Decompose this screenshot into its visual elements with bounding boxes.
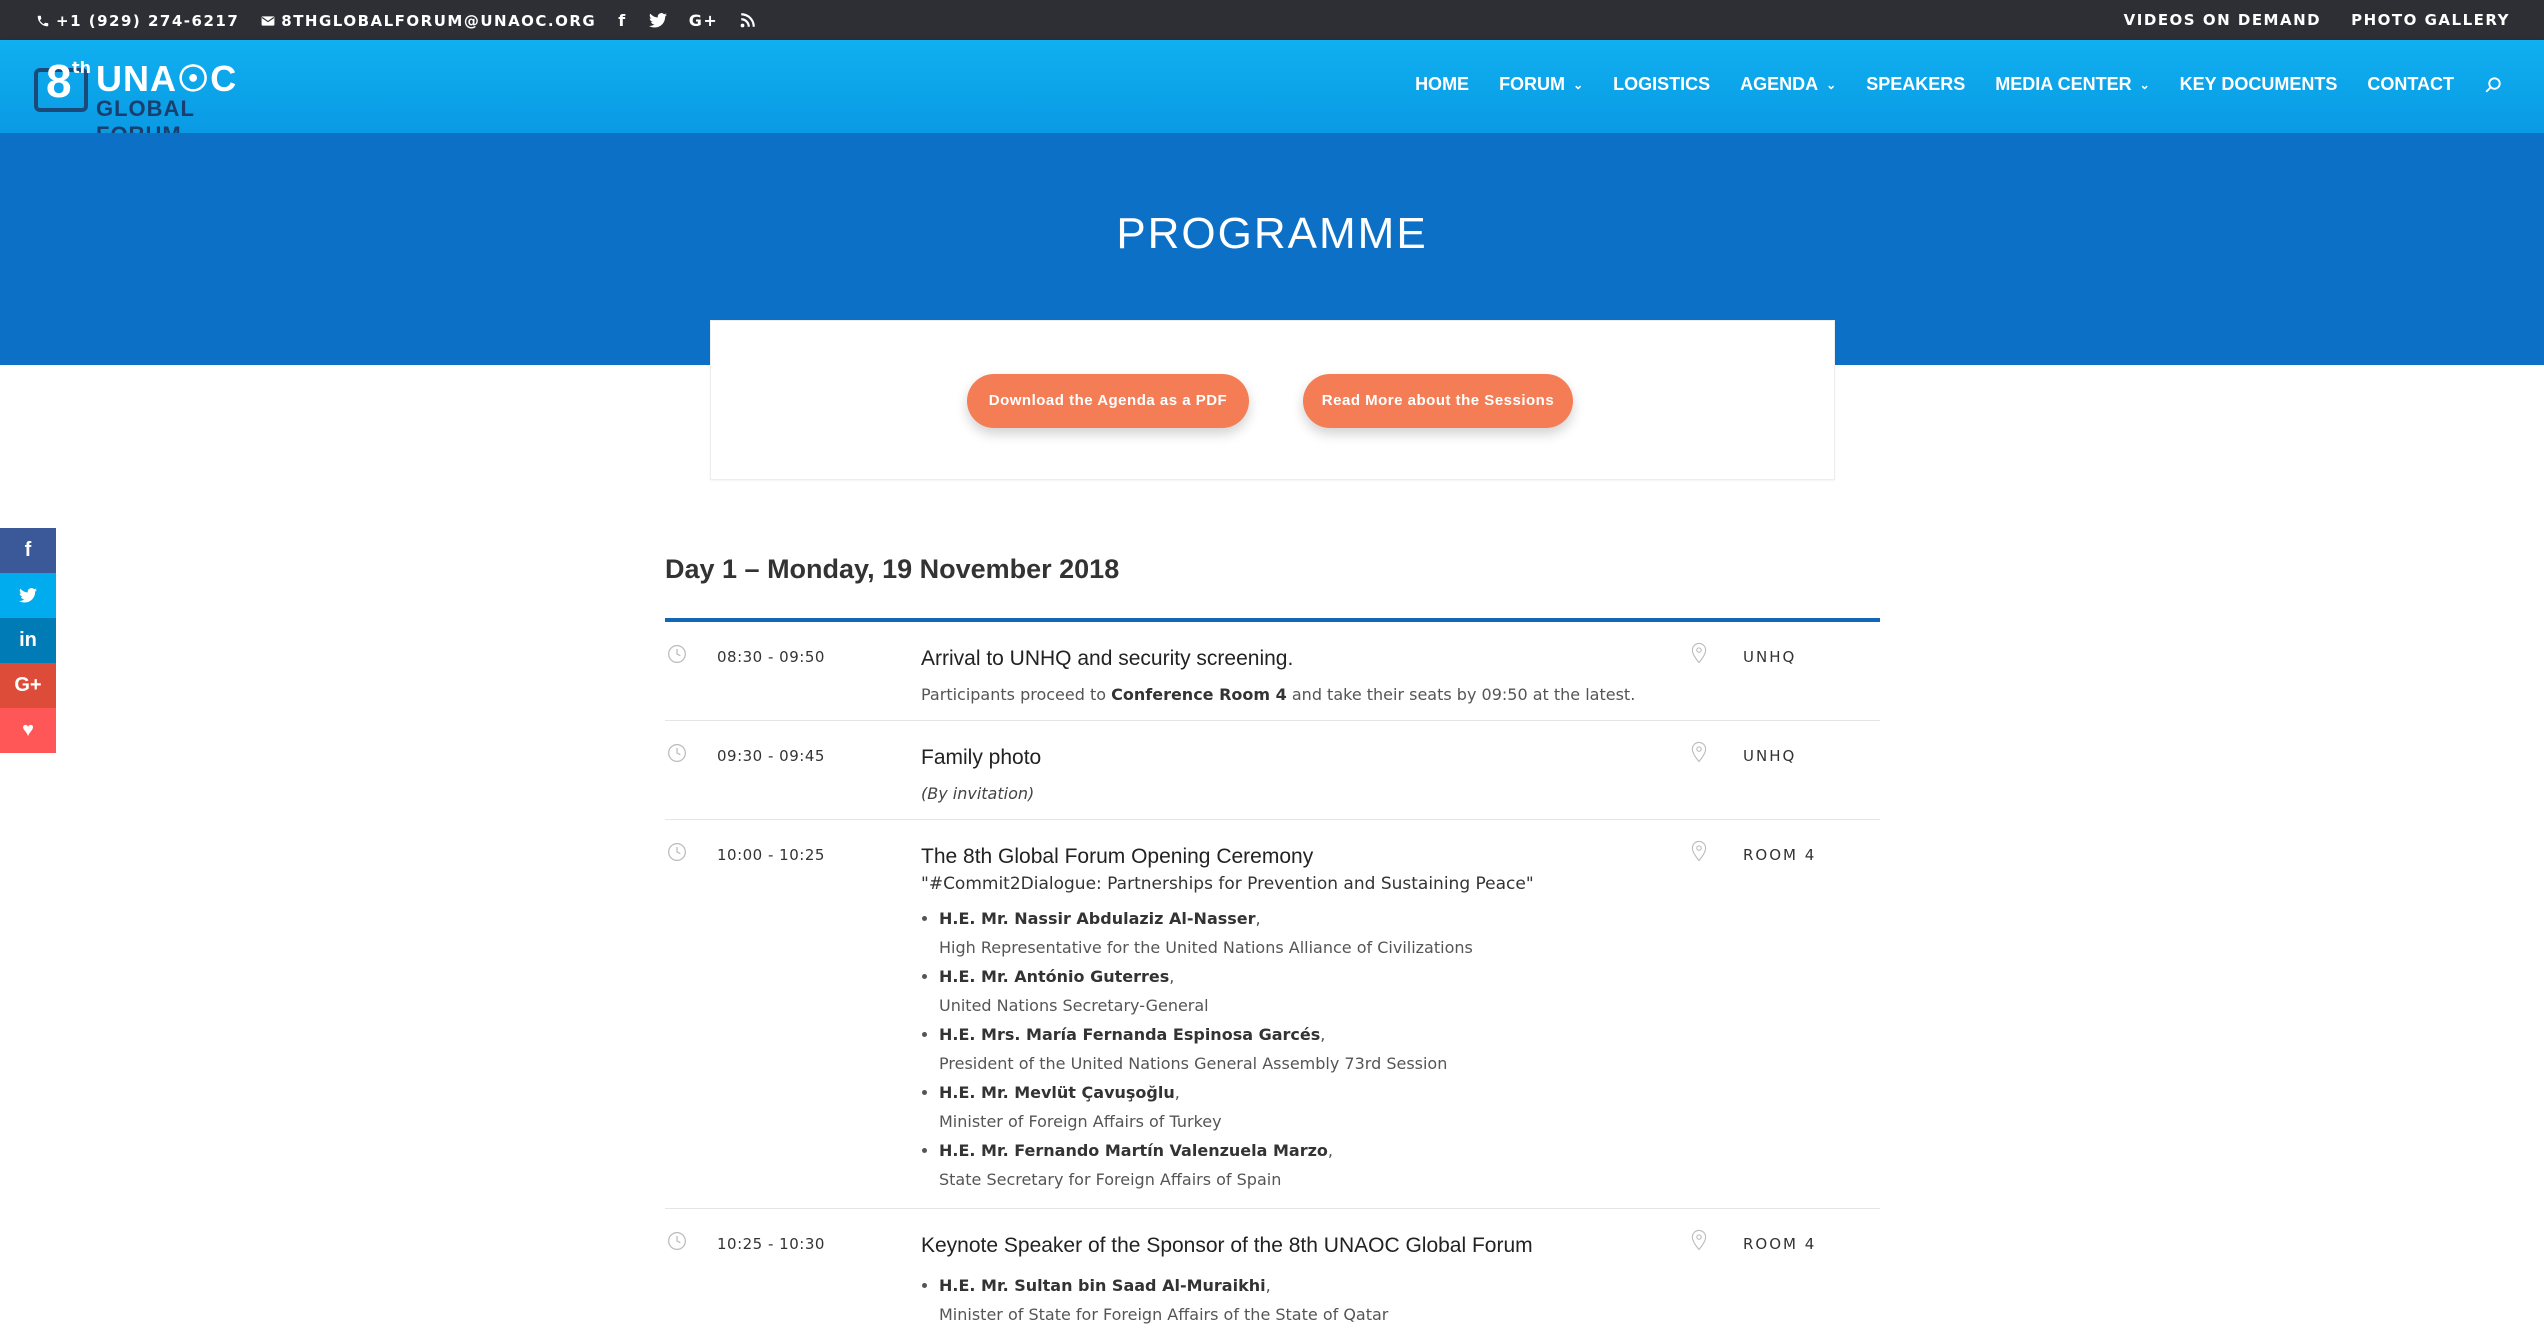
note-italic: (By invitation) xyxy=(921,784,1035,803)
videos-on-demand-link[interactable]: VIDEOS ON DEMAND xyxy=(2123,11,2322,29)
email-link[interactable] xyxy=(261,12,596,30)
social-share-sidebar xyxy=(0,528,56,753)
session-row xyxy=(665,820,1880,1209)
note-text: Participants proceed to xyxy=(921,685,1112,704)
day-heading: Day 1 – Monday, 19 November 2018 xyxy=(665,554,1120,584)
clock-icon xyxy=(667,1231,687,1251)
download-agenda-pdf-button[interactable]: Download the Agenda as a PDF xyxy=(967,374,1249,428)
facebook-icon: f xyxy=(24,539,32,561)
site-logo[interactable] xyxy=(34,54,264,120)
nav-contact[interactable] xyxy=(2367,74,2454,95)
logo-subtitle: GLOBAL xyxy=(96,96,195,121)
speaker-name: H.E. Mr. António Guterres xyxy=(939,967,1170,986)
session-body xyxy=(921,721,1661,819)
nav-key-documents-label: KEY DOCUMENTS xyxy=(2179,74,2338,94)
session-row xyxy=(665,622,1880,721)
read-more-sessions-button[interactable]: Read More about the Sessions xyxy=(1303,374,1573,428)
nav-agenda[interactable] xyxy=(1740,74,1836,95)
nav-speakers-label: SPEAKERS xyxy=(1866,74,1966,94)
top-bar-contacts xyxy=(36,11,777,30)
main-header xyxy=(0,40,2544,133)
search-button[interactable] xyxy=(2484,76,2502,94)
linkedin-icon: in xyxy=(19,629,37,651)
session-location: UNHQ xyxy=(1743,648,1797,666)
session-title: Arrival to UNHQ and security screening. xyxy=(921,647,1294,670)
logo-number: 8 xyxy=(46,55,72,107)
share-facebook-button[interactable] xyxy=(0,528,56,573)
top-bar-links xyxy=(2094,11,2510,29)
share-twitter-button[interactable] xyxy=(0,573,56,618)
cta-box xyxy=(710,320,1835,480)
phone-link[interactable] xyxy=(36,12,239,30)
search-icon xyxy=(2484,76,2502,94)
speaker-role: United Nations Secretary-General xyxy=(939,996,1209,1015)
logo-ordinal: th xyxy=(72,58,92,77)
session-body xyxy=(921,820,1661,1208)
speaker-role: Minister of Foreign Affairs of Turkey xyxy=(939,1112,1222,1131)
speaker-item: • H.E. Mr. Fernando Martín Valenzuela Marzo, State Secretary for Foreign Affairs of Spain xyxy=(939,1136,1661,1194)
main-nav xyxy=(1385,74,2502,95)
speaker-item: • H.E. Mrs. María Fernanda Espinosa Garcés, President of the United Nations General Assembly 73rd Session xyxy=(939,1020,1661,1078)
nav-contact-label: CONTACT xyxy=(2367,74,2454,94)
speaker-name: H.E. Mr. Nassir Abdulaziz Al-Nasser xyxy=(939,909,1256,928)
session-location: ROOM 4 xyxy=(1743,1235,1817,1253)
twitter-icon xyxy=(19,588,37,603)
session-subtitle: "#Commit2Dialogue: Partnerships for Prevention and Sustaining Peace" xyxy=(921,874,1534,894)
chevron-down-icon: ⌄ xyxy=(1573,77,1584,92)
speaker-name: H.E. Mr. Mevlüt Çavuşoğlu xyxy=(939,1083,1175,1102)
speaker-name: H.E. Mr. Fernando Martín Valenzuela Marzo xyxy=(939,1141,1328,1160)
clock-icon xyxy=(667,644,687,664)
session-title: Family photo xyxy=(921,746,1042,769)
photo-gallery-link[interactable]: PHOTO GALLERY xyxy=(2351,11,2510,29)
session-time: 10:00 - 10:25 xyxy=(717,846,825,864)
session-title: Keynote Speaker of the Sponsor of the 8th UNAOC Global Forum xyxy=(921,1234,1533,1257)
heart-icon: ♥ xyxy=(22,719,34,741)
session-time: 08:30 - 09:50 xyxy=(717,648,825,666)
speaker-item: • H.E. Mr. Mevlüt Çavuşoğlu, Minister of Foreign Affairs of Turkey xyxy=(939,1078,1661,1136)
nav-agenda-label: AGENDA xyxy=(1740,74,1819,94)
nav-home[interactable] xyxy=(1415,74,1469,95)
nav-logistics[interactable] xyxy=(1613,74,1710,95)
chevron-down-icon: ⌄ xyxy=(2139,77,2150,92)
programme-content xyxy=(665,540,1880,1343)
google-plus-icon: G+ xyxy=(14,674,42,696)
email-text: 8THGLOBALFORUM@UNAOC.ORG xyxy=(281,11,597,30)
nav-home-label: HOME xyxy=(1415,74,1470,94)
share-google-plus-button[interactable] xyxy=(0,663,56,708)
speaker-role: Minister of State for Foreign Affairs of the State of Qatar xyxy=(939,1305,1389,1324)
google-plus-icon[interactable]: G+ xyxy=(688,11,719,30)
nav-media-center[interactable] xyxy=(1995,74,2149,95)
clock-icon xyxy=(667,743,687,763)
phone-icon xyxy=(36,14,50,28)
location-pin-icon xyxy=(1690,741,1708,763)
chevron-down-icon: ⌄ xyxy=(1826,77,1837,92)
nav-key-documents[interactable] xyxy=(2180,74,2338,95)
location-pin-icon xyxy=(1690,642,1708,664)
share-favorite-button[interactable] xyxy=(0,708,56,753)
share-linkedin-button[interactable] xyxy=(0,618,56,663)
page-title: PROGRAMME xyxy=(1116,209,1428,258)
speaker-item: • H.E. Mr. Sultan bin Saad Al-Muraikhi, Minister of State for Foreign Affairs of the State of Qatar xyxy=(939,1271,1661,1329)
nav-forum-label: FORUM xyxy=(1499,74,1566,94)
session-location: ROOM 4 xyxy=(1743,846,1817,864)
speaker-role: State Secretary for Foreign Affairs of Spain xyxy=(939,1170,1282,1189)
twitter-icon[interactable] xyxy=(649,13,667,28)
session-time: 09:30 - 09:45 xyxy=(717,747,825,765)
session-title: The 8th Global Forum Opening Ceremony xyxy=(921,845,1314,868)
speaker-item: • H.E. Mr. António Guterres, United Nations Secretary-General xyxy=(939,962,1661,1020)
session-body xyxy=(921,1209,1661,1343)
speaker-item: • H.E. Mr. Nassir Abdulaziz Al-Nasser, High Representative for the United Nations Alliance of Civilizations xyxy=(939,904,1661,962)
speaker-role: High Representative for the United Nations Alliance of Civilizations xyxy=(939,938,1473,957)
note-room: Conference Room 4 xyxy=(1111,685,1287,704)
session-row xyxy=(665,1209,1880,1343)
top-bar xyxy=(0,0,2544,40)
nav-speakers[interactable] xyxy=(1866,74,1965,95)
nav-logistics-label: LOGISTICS xyxy=(1613,74,1711,94)
logo-brand: UNA☉C xyxy=(96,58,238,99)
speaker-list xyxy=(939,1271,1661,1329)
speaker-name: H.E. Mr. Sultan bin Saad Al-Muraikhi xyxy=(939,1276,1266,1295)
session-time: 10:25 - 10:30 xyxy=(717,1235,825,1253)
phone-text: +1 (929) 274-6217 xyxy=(56,11,240,30)
clock-icon xyxy=(667,842,687,862)
note-text: and take their seats by 09:50 at the latest. xyxy=(1286,685,1636,704)
session-location: UNHQ xyxy=(1743,747,1797,765)
session-body xyxy=(921,622,1661,720)
session-row xyxy=(665,721,1880,820)
facebook-icon[interactable]: f xyxy=(618,11,627,30)
session-note xyxy=(921,684,1661,706)
nav-media-center-label: MEDIA CENTER xyxy=(1995,74,2132,94)
nav-forum[interactable] xyxy=(1499,74,1583,95)
rss-icon[interactable] xyxy=(740,13,755,28)
envelope-icon xyxy=(261,15,275,27)
location-pin-icon xyxy=(1690,840,1708,862)
speaker-role: President of the United Nations General Assembly 73rd Session xyxy=(939,1054,1448,1073)
session-note xyxy=(921,783,1661,805)
location-pin-icon xyxy=(1690,1229,1708,1251)
speaker-list xyxy=(939,904,1661,1194)
speaker-name: H.E. Mrs. María Fernanda Espinosa Garcés xyxy=(939,1025,1321,1044)
